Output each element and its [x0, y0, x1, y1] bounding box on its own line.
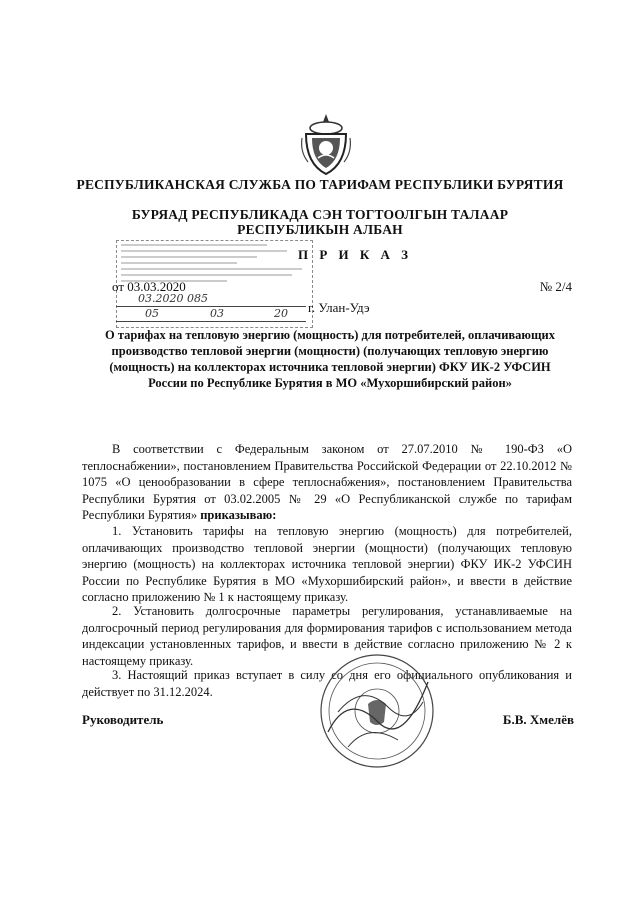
agency-name-bur-line1: БУРЯАД РЕСПУБЛИКАДА СЭН ТОГТООЛГЫН ТАЛААР	[131, 207, 509, 222]
order-date-value: 03.03.2020	[127, 279, 186, 294]
item-1-text: 1. Установить тарифы на тепловую энергию (мощность) для потребителей, оплачивающих производство тепловой энергии (мощности) (получающих тепловую энергию (мощность) на коллекторах источника тепловой энергии) ФКУ ИК-2 УФСИН России по Республике Бурятия в МО «Мухоршибирский район», и ввести в действие согласно приложению № 1 к настоящему приказу.	[82, 524, 572, 604]
preamble-text: В соответствии с Федеральным законом от 27.07.2010 № 190-ФЗ «О теплоснабжении», постановлением Правительства Российской Федерации от 22.10.2012 № 1075 «О ценообразовании в сфере теплоснабжения», постановлением Правительства Республики Бурятия от 03.02.2005 № 29 «О Республиканской службе по тарифам Республики Бурятия»	[82, 442, 572, 522]
agency-name-ru: РЕСПУБЛИКАНСКАЯ СЛУЖБА ПО ТАРИФАМ РЕСПУБЛИКИ БУРЯТИЯ	[76, 177, 564, 192]
stamp-date-underline	[116, 321, 306, 322]
agency-name-bur-line2: РЕСПУБЛИКЫН АЛБАН	[237, 222, 403, 237]
preamble	[82, 441, 572, 524]
stamp-month: 03	[210, 307, 224, 320]
stamp-day: 05	[145, 307, 159, 320]
order-title: П Р И К А З	[297, 247, 413, 262]
order-date-prefix: от	[112, 279, 125, 294]
stamp-year: 20	[274, 307, 288, 320]
decree-word: приказываю:	[200, 508, 277, 522]
order-date	[112, 279, 186, 295]
item-2-text: 2. Установить долгосрочные параметры регулирования, устанавливаемые на долгосрочный период регулирования для формирования тарифов с использованием метода индексации установленных тарифов, и ввести в действие согласно приложению № 2 к настоящему приказу.	[82, 604, 572, 668]
signatory-name: Б.В. Хмелёв	[502, 712, 574, 727]
stamp-reg-number: 03.2020 085	[138, 292, 208, 305]
republic-emblem-icon	[298, 112, 354, 178]
order-city: г. Улан-Удэ	[308, 300, 370, 315]
item-1	[82, 523, 572, 606]
order-subject: О тарифах на тепловую энергию (мощность) для потребителей, оплачивающих производство тепловой энергии (мощности) (получающих тепловую энергию (мощность) на коллекторах источника тепловой энергии) ФКУ ИК-2 УФСИН России по Республике Бурятия в МО «Мухоршибирский район»	[105, 328, 555, 390]
official-seal-icon	[318, 652, 436, 770]
order-number: № 2/4	[539, 279, 572, 294]
signatory-position: Руководитель	[82, 712, 164, 727]
item-3-text: 3. Настоящий приказ вступает в силу со дня его официального опубликования и действует по 31.12.2024.	[82, 668, 572, 699]
